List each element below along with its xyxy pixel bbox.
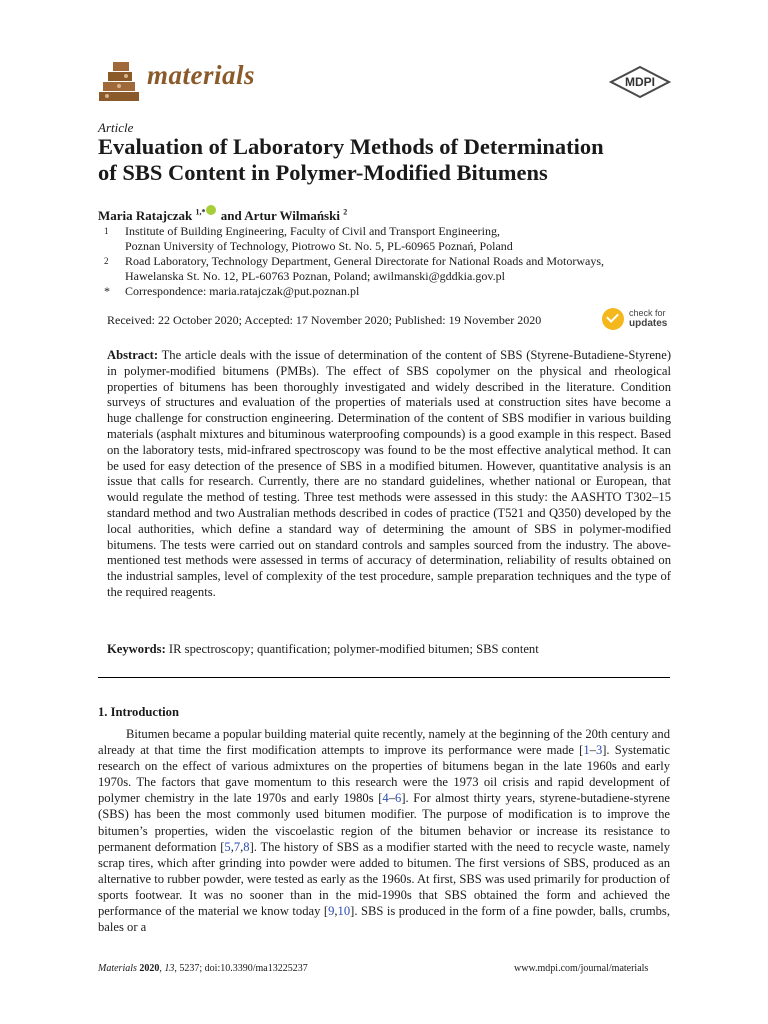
section-divider (98, 677, 670, 678)
paragraph-text: , (334, 904, 338, 919)
abstract-label: Abstract: (107, 348, 159, 362)
citation-link[interactable]: 8 (243, 839, 250, 854)
footer-url[interactable]: www.mdpi.com/journal/materials (514, 963, 649, 974)
keywords (107, 642, 671, 657)
check-updates-icon (602, 308, 624, 330)
footer-volume: 13 (164, 963, 175, 974)
paragraph-text: ]. SBS is produced in the form of a fine powder, balls, crumbs, bales or a (98, 904, 670, 935)
footer-doi[interactable]: , 5237; doi:10.3390/ma13225237 (174, 963, 308, 974)
keywords-text: IR spectroscopy; quantification; polymer-modified bitumen; SBS content (168, 642, 539, 656)
author-connector: and (220, 208, 242, 223)
title-line: of SBS Content in Polymer-Modified Bitumens (98, 160, 548, 185)
affiliation-line: Poznan University of Technology, Piotrowo St. No. 5, PL-60965 Poznań, Poland (125, 239, 513, 253)
paragraph-text: , (240, 839, 244, 854)
journal-logo-icon (98, 58, 140, 102)
citation-link[interactable]: 7 (233, 839, 241, 854)
publication-dates: Received: 22 October 2020; Accepted: 17 November 2020; Published: 19 November 2020 (107, 313, 542, 327)
paragraph-text: Bitumen became a popular building material quite recently, namely at the beginning of the 20th century and already at that time the first modification attempts to improve its performance were made [ (98, 727, 670, 758)
check-updates-label: check for (629, 308, 666, 318)
abstract (107, 348, 671, 601)
author-affiliation-mark: 2 (343, 207, 348, 217)
author-list (98, 205, 347, 224)
author-name[interactable]: Artur Wilmański (244, 208, 340, 223)
check-for-updates-button[interactable] (600, 306, 672, 332)
paragraph-text: ]. The history of SBS as a modifier started with the need to recycle waste, namely scrap tires, which after grinding into powder were added to bitumen. The first versions of SBS, produced as an alternative to rubber powder, were tested as early as the 1960s. At first, SBS was used primarily for production of sports footwear. It was no sooner than in the mid-1990s that SBS obtained the form and achieved the performance of the material we know today [ (98, 839, 670, 919)
citation-link[interactable]: 1 (583, 743, 590, 758)
affiliation-line: Hawelanska St. No. 12, PL-60763 Poznan, Poland; awilmanski@gddkia.gov.pl (125, 269, 505, 283)
citation-link[interactable]: 6 (395, 791, 402, 806)
affiliation-number: 2 (104, 256, 109, 266)
correspondence-mark: * (104, 284, 110, 298)
affiliation-item (98, 254, 604, 284)
article-type: Article (98, 120, 134, 135)
orcid-icon[interactable] (206, 205, 216, 215)
paragraph-text: – (388, 791, 396, 806)
abstract-text: The article deals with the issue of determination of the content of SBS (Styrene-Butadiene-Styrene) in polymer-modified bitumens (PMBs). The effect of SBS copolymer on the physical and rheological properties of bitumens has been thoroughly investigated and widely described in the literature. Condition surveys of structures and evaluation of the properties of materials used at construction sites have become a huge challenge for construction engineering. Determination of the content of SBS modifier in various building materials (asphalt mixtures and bituminous waterproofing compounds) is a good example in this respect. Based on the laboratory tests, mid-infrared spectroscopy was found to be the most effective analytical method. It can be used for easy detection of the presence of SBS in a modified bitumen. However, quantitative analysis is an issue that calls for research. Currently, there are no standard guidelines, whether national or European, that would regulate the method of testing. Three test methods were assessed in this study: the AASHTO T302–15 standard method and two Australian methods described in codes of practice (T521 and Q350) developed by the local authorities, which define a standard way of determining the amount of SBS in polymer-modified bitumens. The tests were carried out on standard controls and samples sourced from the industry. The above-mentioned test methods were assessed in terms of accuracy of determination, reliability of results obtained on the industrial samples, level of complexity of the test procedure, sample preparation techniques and the type of the required reagents. (107, 348, 672, 599)
author-name[interactable]: Maria Ratajczak (98, 208, 193, 223)
citation-link[interactable]: 4 (382, 791, 389, 806)
citation-link[interactable]: 10 (337, 904, 351, 919)
footer-journal: Materials (98, 963, 137, 974)
citation-link[interactable]: 9 (328, 904, 335, 919)
affiliation-line: Road Laboratory, Technology Department, General Directorate for National Roads and Motorways, (125, 254, 605, 268)
correspondence-item (98, 284, 604, 299)
citation-link[interactable]: 5 (224, 839, 231, 854)
keywords-label: Keywords: (107, 642, 166, 656)
footer-citation: Materials 2020, 13, 5237; doi:10.3390/ma13225237 (98, 963, 308, 974)
publisher-name: MDPI (625, 75, 655, 89)
journal-name: materials (147, 60, 256, 90)
affiliation-line: Institute of Building Engineering, Faculty of Civil and Transport Engineering, (125, 224, 500, 238)
affiliation-item (98, 224, 604, 254)
affiliations (98, 224, 604, 299)
paragraph-text: , (230, 839, 234, 854)
check-updates-label-bold: updates (629, 318, 668, 329)
paragraph-text: ]. For almost thirty years, styrene-butadiene-styrene (SBS) has been the most commonly used bitumen modifier. The purpose of modification is to improve the bitumen’s properties, widen the viscoelastic region of the bitumen behavior or increase its resistance to permanent deformation [ (98, 791, 670, 854)
title-line: Evaluation of Laboratory Methods of Determination (98, 134, 604, 159)
introduction-paragraph (98, 726, 670, 935)
section-heading: 1. Introduction (98, 705, 179, 719)
correspondence-line[interactable]: Correspondence: maria.ratajczak@put.poznan.pl (125, 284, 360, 298)
affiliation-number: 1 (104, 226, 109, 236)
footer-year: 2020 (139, 963, 160, 974)
paragraph-text: – (589, 743, 596, 758)
paragraph-text: ]. Systematic research on the effect of various admixtures on the properties of bitumens began in the late 1960s and early 1970s. The factors that gave momentum to this research were the 1973 oil crisis and rapid development of polymer chemistry in the late 1970s and early 1980s [ (98, 743, 670, 806)
citation-link[interactable]: 3 (595, 743, 603, 758)
mdpi-logo-icon (609, 66, 671, 98)
paper-title (98, 134, 678, 186)
author-affiliation-mark: 1,* (195, 207, 206, 217)
